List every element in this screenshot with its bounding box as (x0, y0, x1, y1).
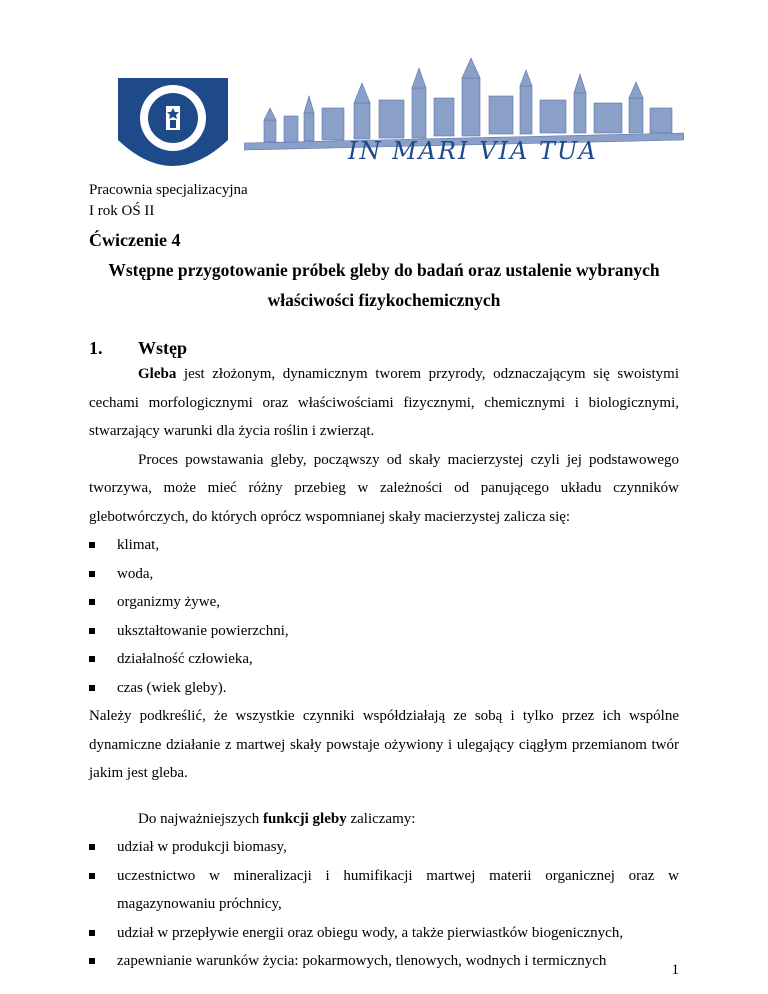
functions-intro-after: zaliczamy: (346, 810, 416, 827)
list-item: udział w przepływie energii oraz obiegu wody, a także pierwiastków biogenicznych, (89, 919, 679, 948)
term-functions: funkcji gleby (262, 810, 347, 827)
list-item: czas (wiek gleby). (89, 674, 679, 703)
course-year: I rok OŚ II (89, 202, 155, 219)
paragraph-definition (89, 360, 679, 446)
section-title: Wstęp (138, 338, 187, 358)
list-item: działalność człowieka, (89, 645, 679, 674)
list-item: zapewnianie warunków życia: pokarmowych, tlenowych, wodnych i termicznych (89, 947, 679, 976)
exercise-subtitle (89, 255, 679, 315)
section-number: 1. (89, 338, 103, 358)
paragraph-interaction: Należy podkreślić, że wszystkie czynniki współdziałają ze sobą i tylko przez ich wspólne dynamiczne działanie z martwej skały powstaje ożywiony i ulegający ciągłym przemianom twór jakim jest gleba. (89, 708, 679, 781)
spacer (89, 788, 679, 805)
subtitle-line-1: Wstępne przygotowanie próbek gleby do badań oraz ustalenie wybranych (108, 260, 660, 280)
list-item: organizmy żywe, (89, 588, 679, 617)
course-name: Pracownia specjalizacyjna (89, 182, 248, 198)
list-item: woda, (89, 560, 679, 589)
paragraph-soil-formation: Proces powstawania gleby, począwszy od skały macierzystej czyli jej podstawowego tworzywa, może mieć różny przebieg w zależności od panującego układu czynników glebotwórczych, do których oprócz wspomnianej skały macierzystej zalicza się: (89, 451, 679, 525)
document-header (0, 0, 768, 170)
university-logo (118, 72, 228, 172)
soil-functions-list (89, 833, 679, 976)
list-item: klimat, (89, 531, 679, 560)
section-heading (89, 336, 679, 360)
list-item: ukształtowanie powierzchni, (89, 617, 679, 646)
exercise-title: Ćwiczenie 4 (89, 230, 181, 250)
paragraph-functions-intro (89, 805, 679, 834)
subtitle-line-2: właściwości fizykochemicznych (267, 290, 501, 310)
soil-factors-list (89, 531, 679, 702)
list-item: uczestnictwo w mineralizacji i humifikacji martwej materii organicznej oraz w magazynowaniu próchnicy, (89, 862, 679, 919)
document-body (89, 180, 679, 976)
term-gleba: Gleba (138, 366, 177, 382)
page-number: 1 (671, 962, 679, 978)
functions-intro-before: Do najważniejszych (138, 810, 263, 827)
definition-text: jest złożonym, dynamicznym tworem przyrody, odznaczającym się swoistymi cechami morfologicznymi oraz właściwościami fizycznymi, chemicznymi i biologicznymi, stwarzający warunki dla życia roślin i zwierząt. (89, 366, 679, 439)
city-motto: IN MARI VIA TUA (348, 137, 598, 165)
list-item: udział w produkcji biomasy, (89, 833, 679, 862)
